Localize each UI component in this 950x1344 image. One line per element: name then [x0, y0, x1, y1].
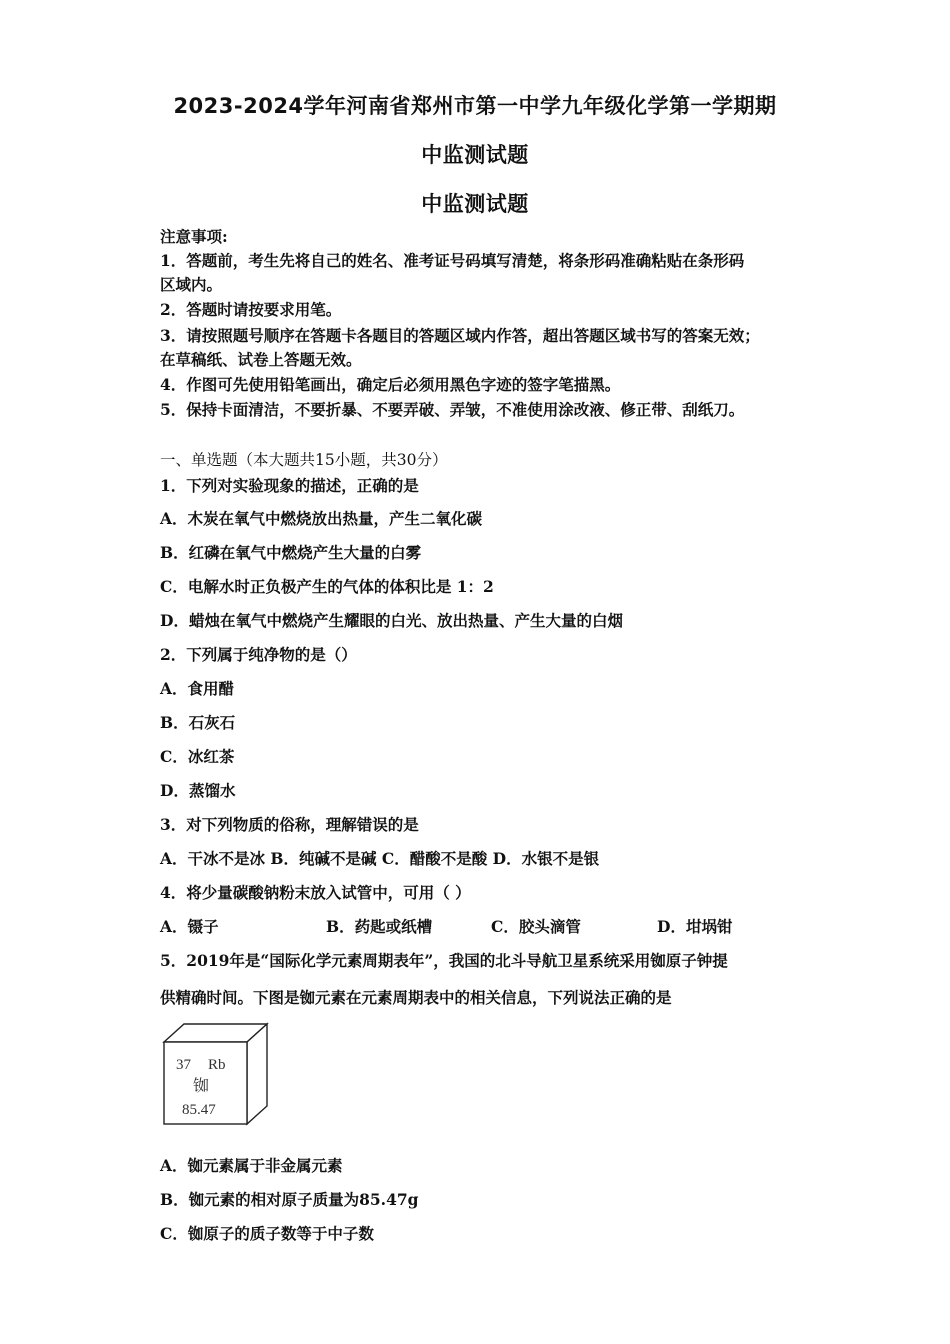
atomic-number: 37	[176, 1057, 191, 1073]
q4-option-d: D．坩埚钳	[657, 917, 733, 936]
q5-stem-line1: 5．2019年是“国际化学元素周期表年”，我国的北斗导航卫星系统采用铷原子钟提	[160, 951, 728, 970]
q1-option-c: C．电解水时正负极产生的气体的体积比是 1：2	[160, 577, 494, 596]
q3-stem: 3．对下列物质的俗称，理解错误的是	[160, 815, 419, 834]
q1-stem: 1．下列对实验现象的描述，正确的是	[160, 476, 419, 495]
q2-option-b: B．石灰石	[160, 713, 236, 732]
note-item: 在草稿纸、试卷上答题无效。	[160, 350, 362, 369]
exam-title-line2: 中监测试题	[421, 143, 529, 167]
exam-title-line3: 中监测试题	[421, 192, 529, 216]
q3-options: A．干冰不是冰 B．纯碱不是碱 C．醋酸不是酸 D．水银不是银	[160, 849, 600, 868]
q1-option-b: B．红磷在氧气中燃烧产生大量的白雾	[160, 543, 422, 562]
rubidium-element-box	[160, 1020, 272, 1128]
q4-stem: 4．将少量碳酸钠粉末放入试管中，可用（ ）	[160, 883, 471, 902]
note-item: 2．答题时请按要求用笔。	[160, 300, 342, 319]
q4-option-a: A．镊子	[160, 917, 219, 936]
note-item: 1．答题前，考生先将自己的姓名、准考证号码填写清楚，将条形码准确粘贴在条形码	[160, 251, 745, 270]
notes-heading: 注意事项:	[160, 227, 228, 246]
q5-option-a: A．铷元素属于非金属元素	[160, 1156, 343, 1175]
exam-title-line1: 2023-2024学年河南省郑州市第一中学九年级化学第一学期期	[173, 94, 777, 118]
q5-option-b: B．铷元素的相对原子质量为85.47g	[160, 1190, 419, 1209]
atomic-mass: 85.47	[182, 1102, 216, 1118]
q1-option-a: A．木炭在氧气中燃烧放出热量，产生二氧化碳	[160, 509, 483, 528]
note-item: 3．请按照题号顺序在答题卡各题目的答题区域内作答，超出答题区域书写的答案无效；	[160, 326, 760, 345]
note-item: 区域内。	[160, 275, 223, 294]
note-item: 4．作图可先使用铅笔画出，确定后必须用黑色字迹的签字笔描黑。	[160, 375, 621, 394]
q2-stem: 2．下列属于纯净物的是（）	[160, 645, 357, 664]
q5-option-c: C．铷原子的质子数等于中子数	[160, 1224, 374, 1243]
element-name: 铷	[193, 1078, 210, 1095]
q4-option-b: B．药匙或纸槽	[326, 917, 433, 936]
q4-option-c: C．胶头滴管	[491, 917, 581, 936]
q2-option-c: C．冰红茶	[160, 747, 235, 766]
note-item: 5．保持卡面清洁，不要折暴、不要弄破、弄皱，不准使用涂改液、修正带、刮纸刀。	[160, 400, 745, 419]
element-symbol: Rb	[208, 1057, 226, 1073]
section-heading: 一、单选题（本大题共15小题，共30分）	[160, 451, 448, 469]
box-side-face	[247, 1024, 267, 1124]
q1-option-d: D．蜡烛在氧气中燃烧产生耀眼的白光、放出热量、产生大量的白烟	[160, 611, 623, 630]
q2-option-d: D．蒸馏水	[160, 781, 236, 800]
q2-option-a: A．食用醋	[160, 679, 235, 698]
q5-stem-line2: 供精确时间。下图是铷元素在元素周期表中的相关信息，下列说法正确的是	[160, 988, 672, 1007]
